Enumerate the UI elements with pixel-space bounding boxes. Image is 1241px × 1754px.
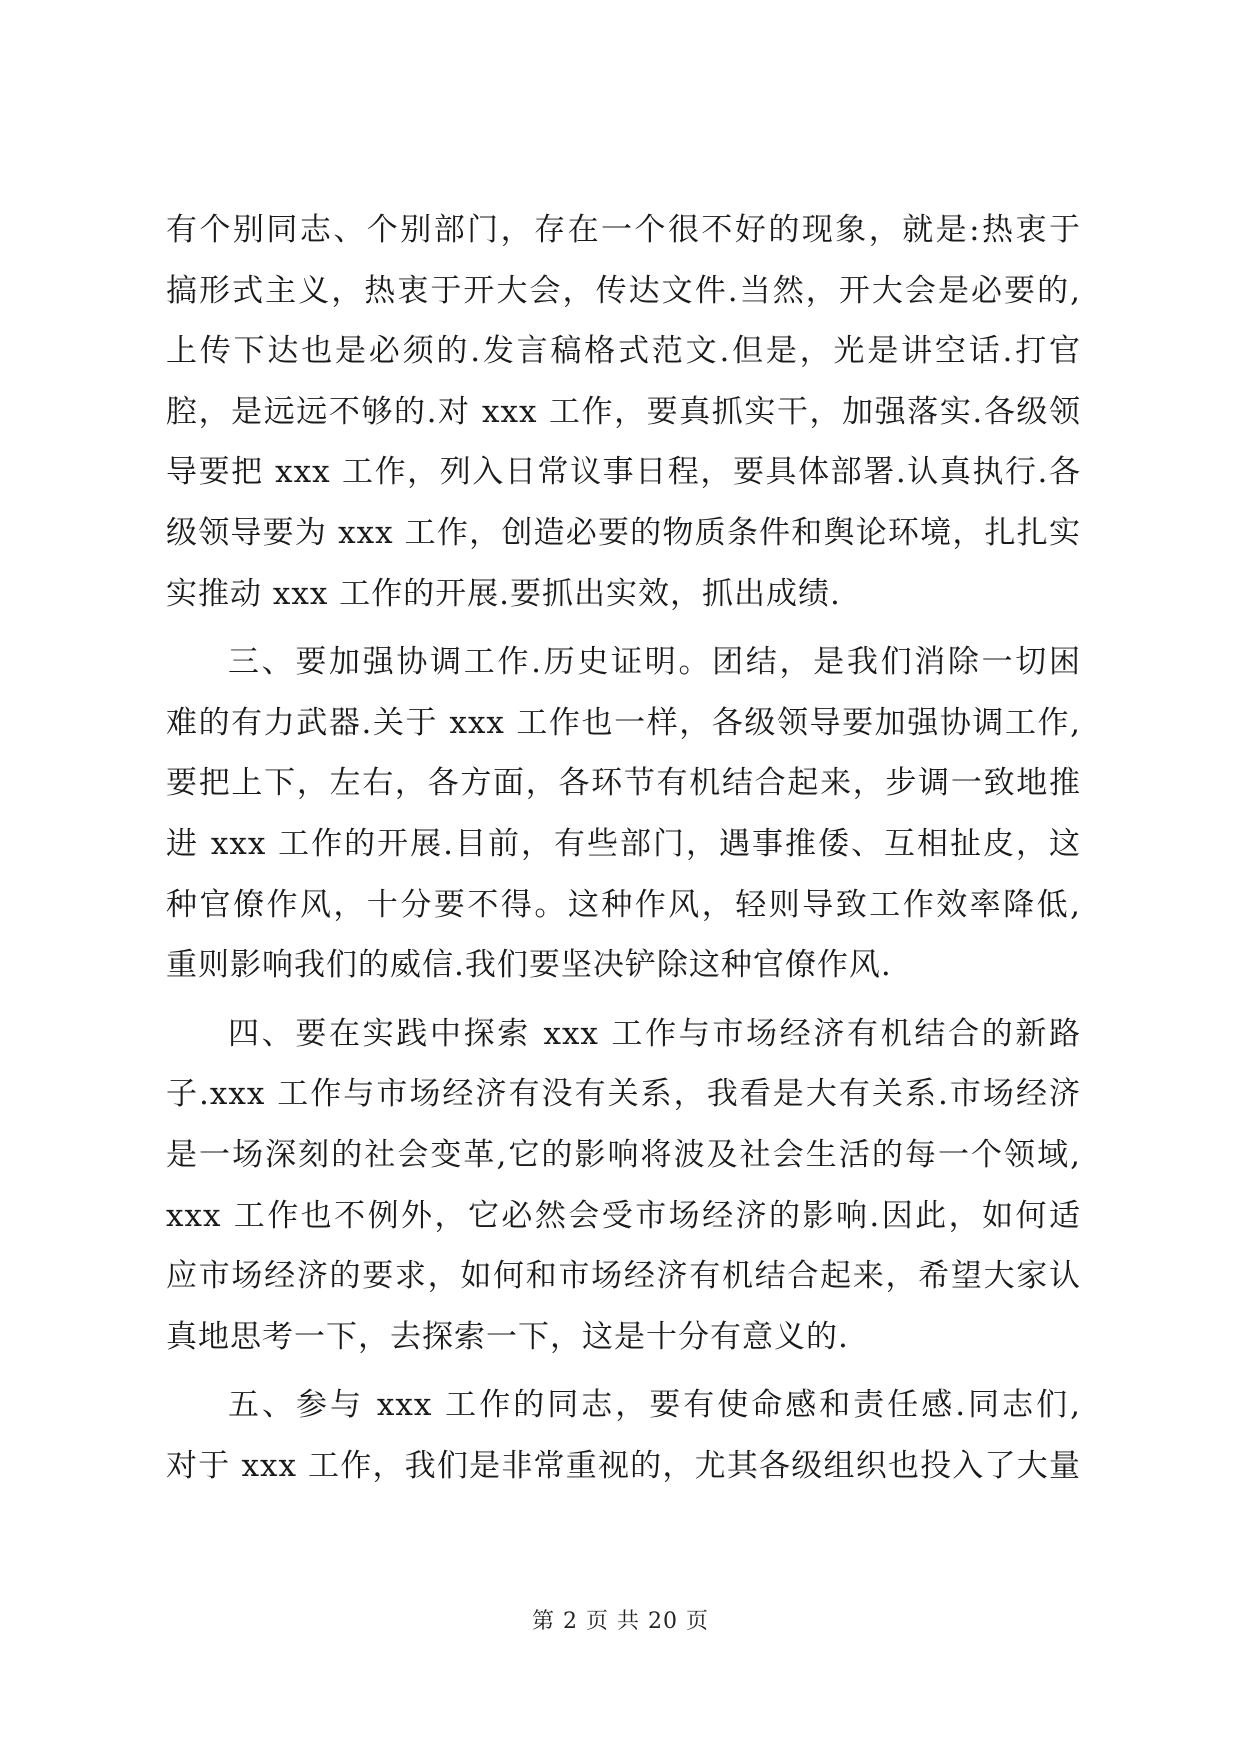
- text-line: 四、要在实践中探索 xxx 工作与市场经济有机结合的新路: [228, 1015, 1081, 1052]
- text-line: 对于 xxx 工作，我们是非常重视的，尤其各级组织也投入了大量: [166, 1447, 1081, 1484]
- text-line: 级领导要为 xxx 工作，创造必要的物质条件和舆论环境，扎扎实: [166, 514, 1081, 551]
- text-line: 种官僚作风，十分要不得。这种作风，轻则导致工作效率降低,: [166, 886, 1081, 923]
- text-line: xxx 工作也不例外，它必然会受市场经济的影响.因此，如何适: [166, 1197, 1081, 1234]
- paragraph: [166, 1375, 1081, 1496]
- paragraph: [166, 1004, 1081, 1368]
- text-line: 腔，是远远不够的.对 xxx 工作，要真抓实干，加强落实.各级领: [166, 393, 1081, 430]
- text-line: 难的有力武器.关于 xxx 工作也一样，各级领导要加强协调工作,: [166, 704, 1081, 741]
- text-line: 三、要加强协调工作.历史证明。团结，是我们消除一切困: [228, 644, 1081, 681]
- paragraph: [166, 200, 1081, 624]
- text-line: 上传下达也是必须的.发言稿格式范文.但是，光是讲空话.打官: [166, 333, 1081, 370]
- text-line: 应市场经济的要求，如何和市场经济有机结合起来，希望大家认: [166, 1258, 1081, 1295]
- text-line: 进 xxx 工作的开展.目前，有些部门，遇事推倭、互相扯皮，这: [166, 825, 1081, 862]
- document-body: [166, 200, 1081, 1496]
- text-line: 导要把 xxx 工作，列入日常议事日程，要具体部署.认真执行.各: [166, 454, 1081, 491]
- text-line: 重则影响我们的威信.我们要坚决铲除这种官僚作风.: [166, 947, 892, 984]
- text-line: 五、参与 xxx 工作的同志，要有使命感和责任感.同志们,: [228, 1387, 1081, 1424]
- page-footer: [0, 1604, 1241, 1635]
- text-line: 要把上下，左右，各方面，各环节有机结合起来，步调一致地推: [166, 765, 1081, 802]
- text-line: 实推动 xxx 工作的开展.要抓出实效，抓出成绩.: [166, 575, 841, 612]
- text-line: 搞形式主义，热衷于开大会，传达文件.当然，开大会是必要的,: [166, 272, 1081, 309]
- text-line: 真地思考一下，去探索一下，这是十分有意义的.: [166, 1318, 849, 1355]
- text-line: 子.xxx 工作与市场经济有没有关系，我看是大有关系.市场经济: [166, 1076, 1081, 1113]
- page-number: 第 2 页 共 20 页: [532, 1609, 709, 1634]
- paragraph: [166, 632, 1081, 996]
- text-line: 有个别同志、个别部门，存在一个很不好的现象，就是:热衷于: [166, 212, 1081, 248]
- text-line: 是一场深刻的社会变革,它的影响将波及社会生活的每一个领域,: [166, 1136, 1081, 1173]
